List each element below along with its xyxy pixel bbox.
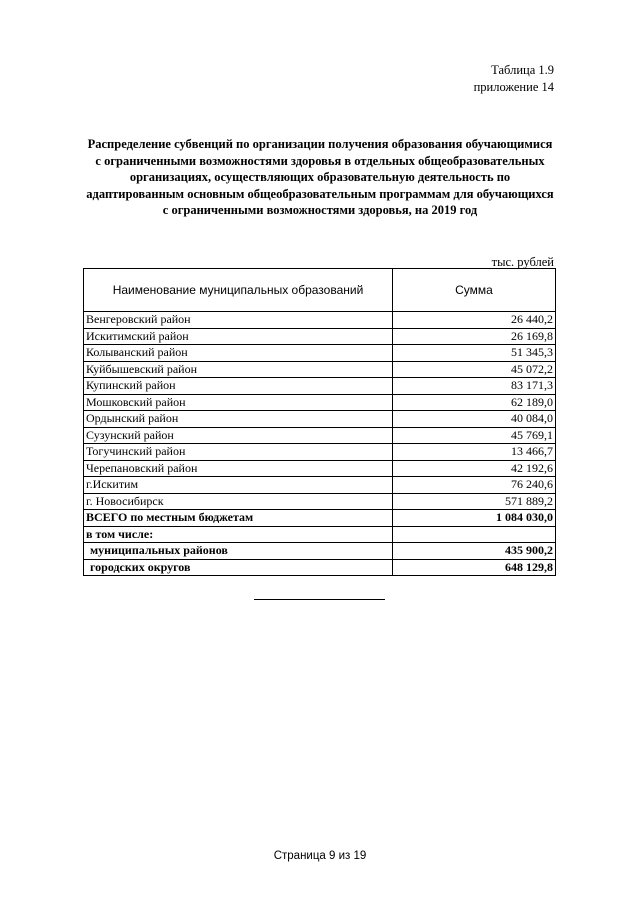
row-name: Купинский район: [84, 378, 393, 395]
municipal-name: муниципальных районов: [84, 543, 393, 560]
subsidy-table: [83, 268, 556, 576]
row-name: Ордынский район: [84, 411, 393, 428]
row-sum: 26 169,8: [393, 328, 556, 345]
row-name: Тогучинский район: [84, 444, 393, 461]
row-name: Мошковский район: [84, 394, 393, 411]
row-sum: 26 440,2: [393, 312, 556, 329]
municipal-row: [84, 543, 556, 560]
row-sum: 51 345,3: [393, 345, 556, 362]
separator-line: [254, 599, 385, 600]
row-name: Сузунский район: [84, 427, 393, 444]
urban-sum: 648 129,8: [393, 559, 556, 576]
total-sum: 1 084 030,0: [393, 510, 556, 527]
row-sum: 13 466,7: [393, 444, 556, 461]
table-row: [84, 477, 556, 494]
table-row: [84, 378, 556, 395]
row-name: Куйбышевский район: [84, 361, 393, 378]
column-header-name: Наименование муниципальных образований: [84, 269, 393, 312]
row-name: г.Искитим: [84, 477, 393, 494]
row-sum: 40 084,0: [393, 411, 556, 428]
row-sum: 571 889,2: [393, 493, 556, 510]
table-row: [84, 345, 556, 362]
table-row: [84, 444, 556, 461]
row-sum: 83 171,3: [393, 378, 556, 395]
units-label: тыс. рублей: [491, 255, 554, 269]
document-title: Распределение субвенций по организации получения образования обучающимися с ограниченными возможностями здоровья в отдельных общеобразовательных организациях, осуществляющих образовательную деятельность по адаптированным основным общеобразовательным программам для обучающихся с ограниченными возможностями здоровья, на 2019 год: [86, 137, 554, 217]
table-row: [84, 427, 556, 444]
table-row: [84, 394, 556, 411]
table-row: [84, 312, 556, 329]
page-footer: Страница 9 из 19: [273, 850, 367, 862]
row-name: Колыванский район: [84, 345, 393, 362]
table-row: [84, 493, 556, 510]
table-row: [84, 361, 556, 378]
row-name: Черепановский район: [84, 460, 393, 477]
column-header-sum: Сумма: [393, 269, 556, 312]
total-row: [84, 510, 556, 527]
table-header-row: [84, 269, 556, 312]
municipal-sum: 435 900,2: [393, 543, 556, 560]
row-name: г. Новосибирск: [84, 493, 393, 510]
total-name: ВСЕГО по местным бюджетам: [84, 510, 393, 527]
table-row: [84, 328, 556, 345]
row-sum: 76 240,6: [393, 477, 556, 494]
row-sum: 45 072,2: [393, 361, 556, 378]
appendix-label: приложение 14: [473, 80, 554, 94]
document-header: [474, 62, 554, 96]
row-sum: 45 769,1: [393, 427, 556, 444]
row-sum: 42 192,6: [393, 460, 556, 477]
including-empty: [393, 526, 556, 543]
urban-name: городских округов: [84, 559, 393, 576]
table-label: Таблица 1.9: [491, 63, 554, 77]
row-name: Искитимский район: [84, 328, 393, 345]
urban-row: [84, 559, 556, 576]
row-sum: 62 189,0: [393, 394, 556, 411]
table-row: [84, 460, 556, 477]
including-row: [84, 526, 556, 543]
row-name: Венгеровский район: [84, 312, 393, 329]
including-label: в том числе:: [84, 526, 393, 543]
table-row: [84, 411, 556, 428]
